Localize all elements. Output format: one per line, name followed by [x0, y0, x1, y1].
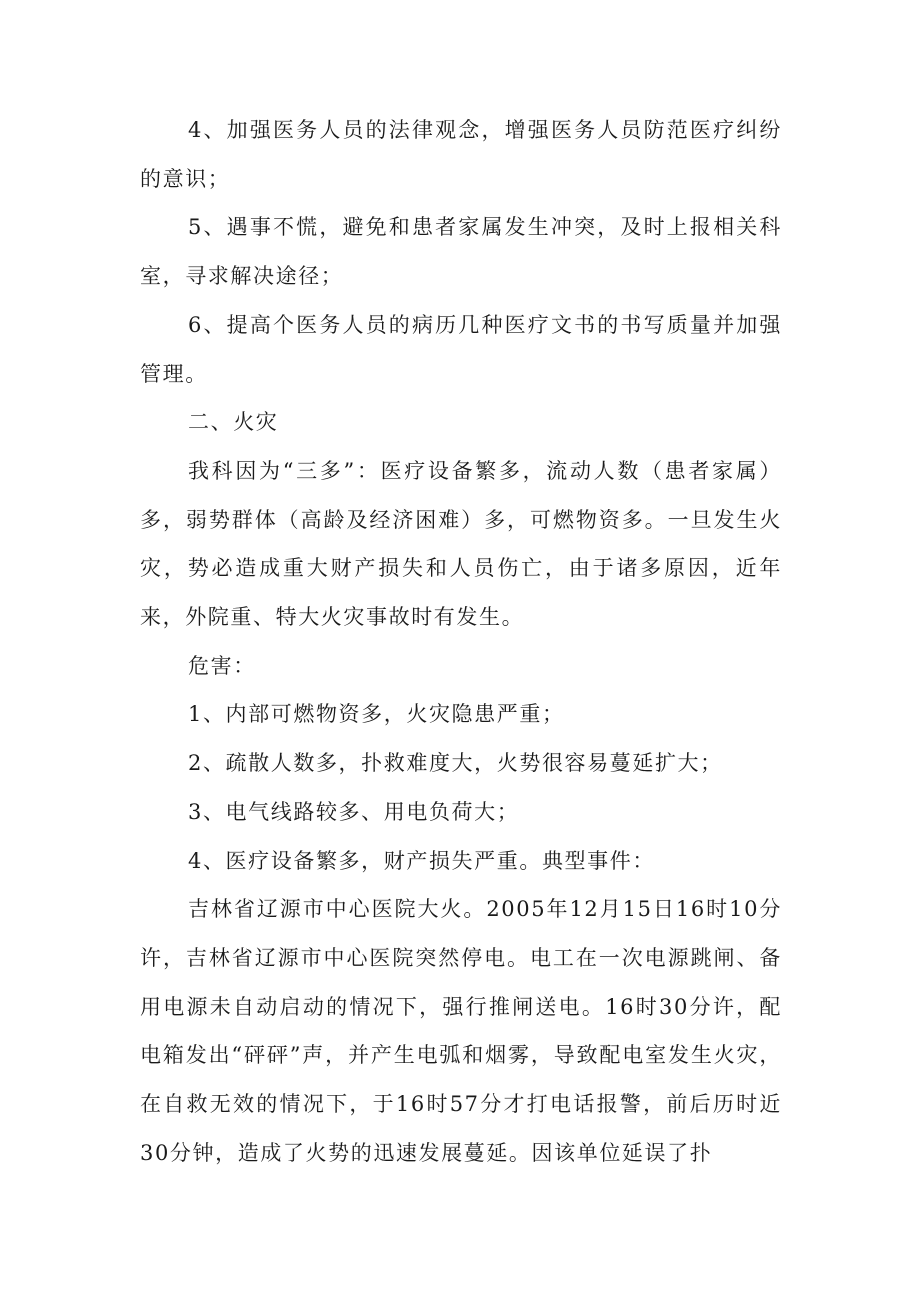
paragraph-fire-intro: 我科因为“三多”：医疗设备繁多，流动人数（患者家属）多，弱势群体（高龄及经济困难）多，可燃物资多。一旦发生火灾，势必造成重大财产损失和人员伤亡，由于诸多原因，近年来，外院重、特大火灾事故时有发生。: [140, 458, 782, 630]
list-item-record-quality: 6、提高个医务人员的病历几种医疗文书的书写质量并加强管理。: [140, 312, 782, 386]
list-item-legal-awareness: 4、加强医务人员的法律观念，增强医务人员防范医疗纠纷的意识；: [140, 118, 782, 191]
section-heading-fire: 二、火灾: [188, 410, 279, 435]
list-item-avoid-conflict: 5、遇事不慌，避免和患者家属发生冲突，及时上报相关科室，寻求解决途径；: [140, 215, 782, 289]
hazard-item-electrical: 3、电气线路较多、用电负荷大；: [188, 799, 520, 824]
hazard-item-evacuation: 2、疏散人数多，扑救难度大，火势很容易蔓延扩大；: [188, 751, 723, 776]
paragraph-case-liaoyuan: 吉林省辽源市中心医院大火。2005年12月15日16时10分许，吉林省辽源市中心医院突然停电。电工在一次电源跳闸、备用电源未自动启动的情况下，强行推闸送电。16时30分许，配电箱发出“砰砰”声，并产生电弧和烟雾，导致配电室发生火灾，在自救无效的情况下，于16时57分才打电话报警，前后历时近30分钟，造成了火势的迅速发展蔓延。因该单位延误了扑: [140, 897, 782, 1165]
hazard-item-equipment: 4、医疗设备繁多，财产损失严重。典型事件：: [188, 848, 655, 873]
hazards-label: 危害：: [188, 653, 256, 678]
hazard-item-combustibles: 1、内部可燃物资多，火灾隐患严重；: [188, 702, 565, 727]
document-body: [140, 106, 782, 1177]
